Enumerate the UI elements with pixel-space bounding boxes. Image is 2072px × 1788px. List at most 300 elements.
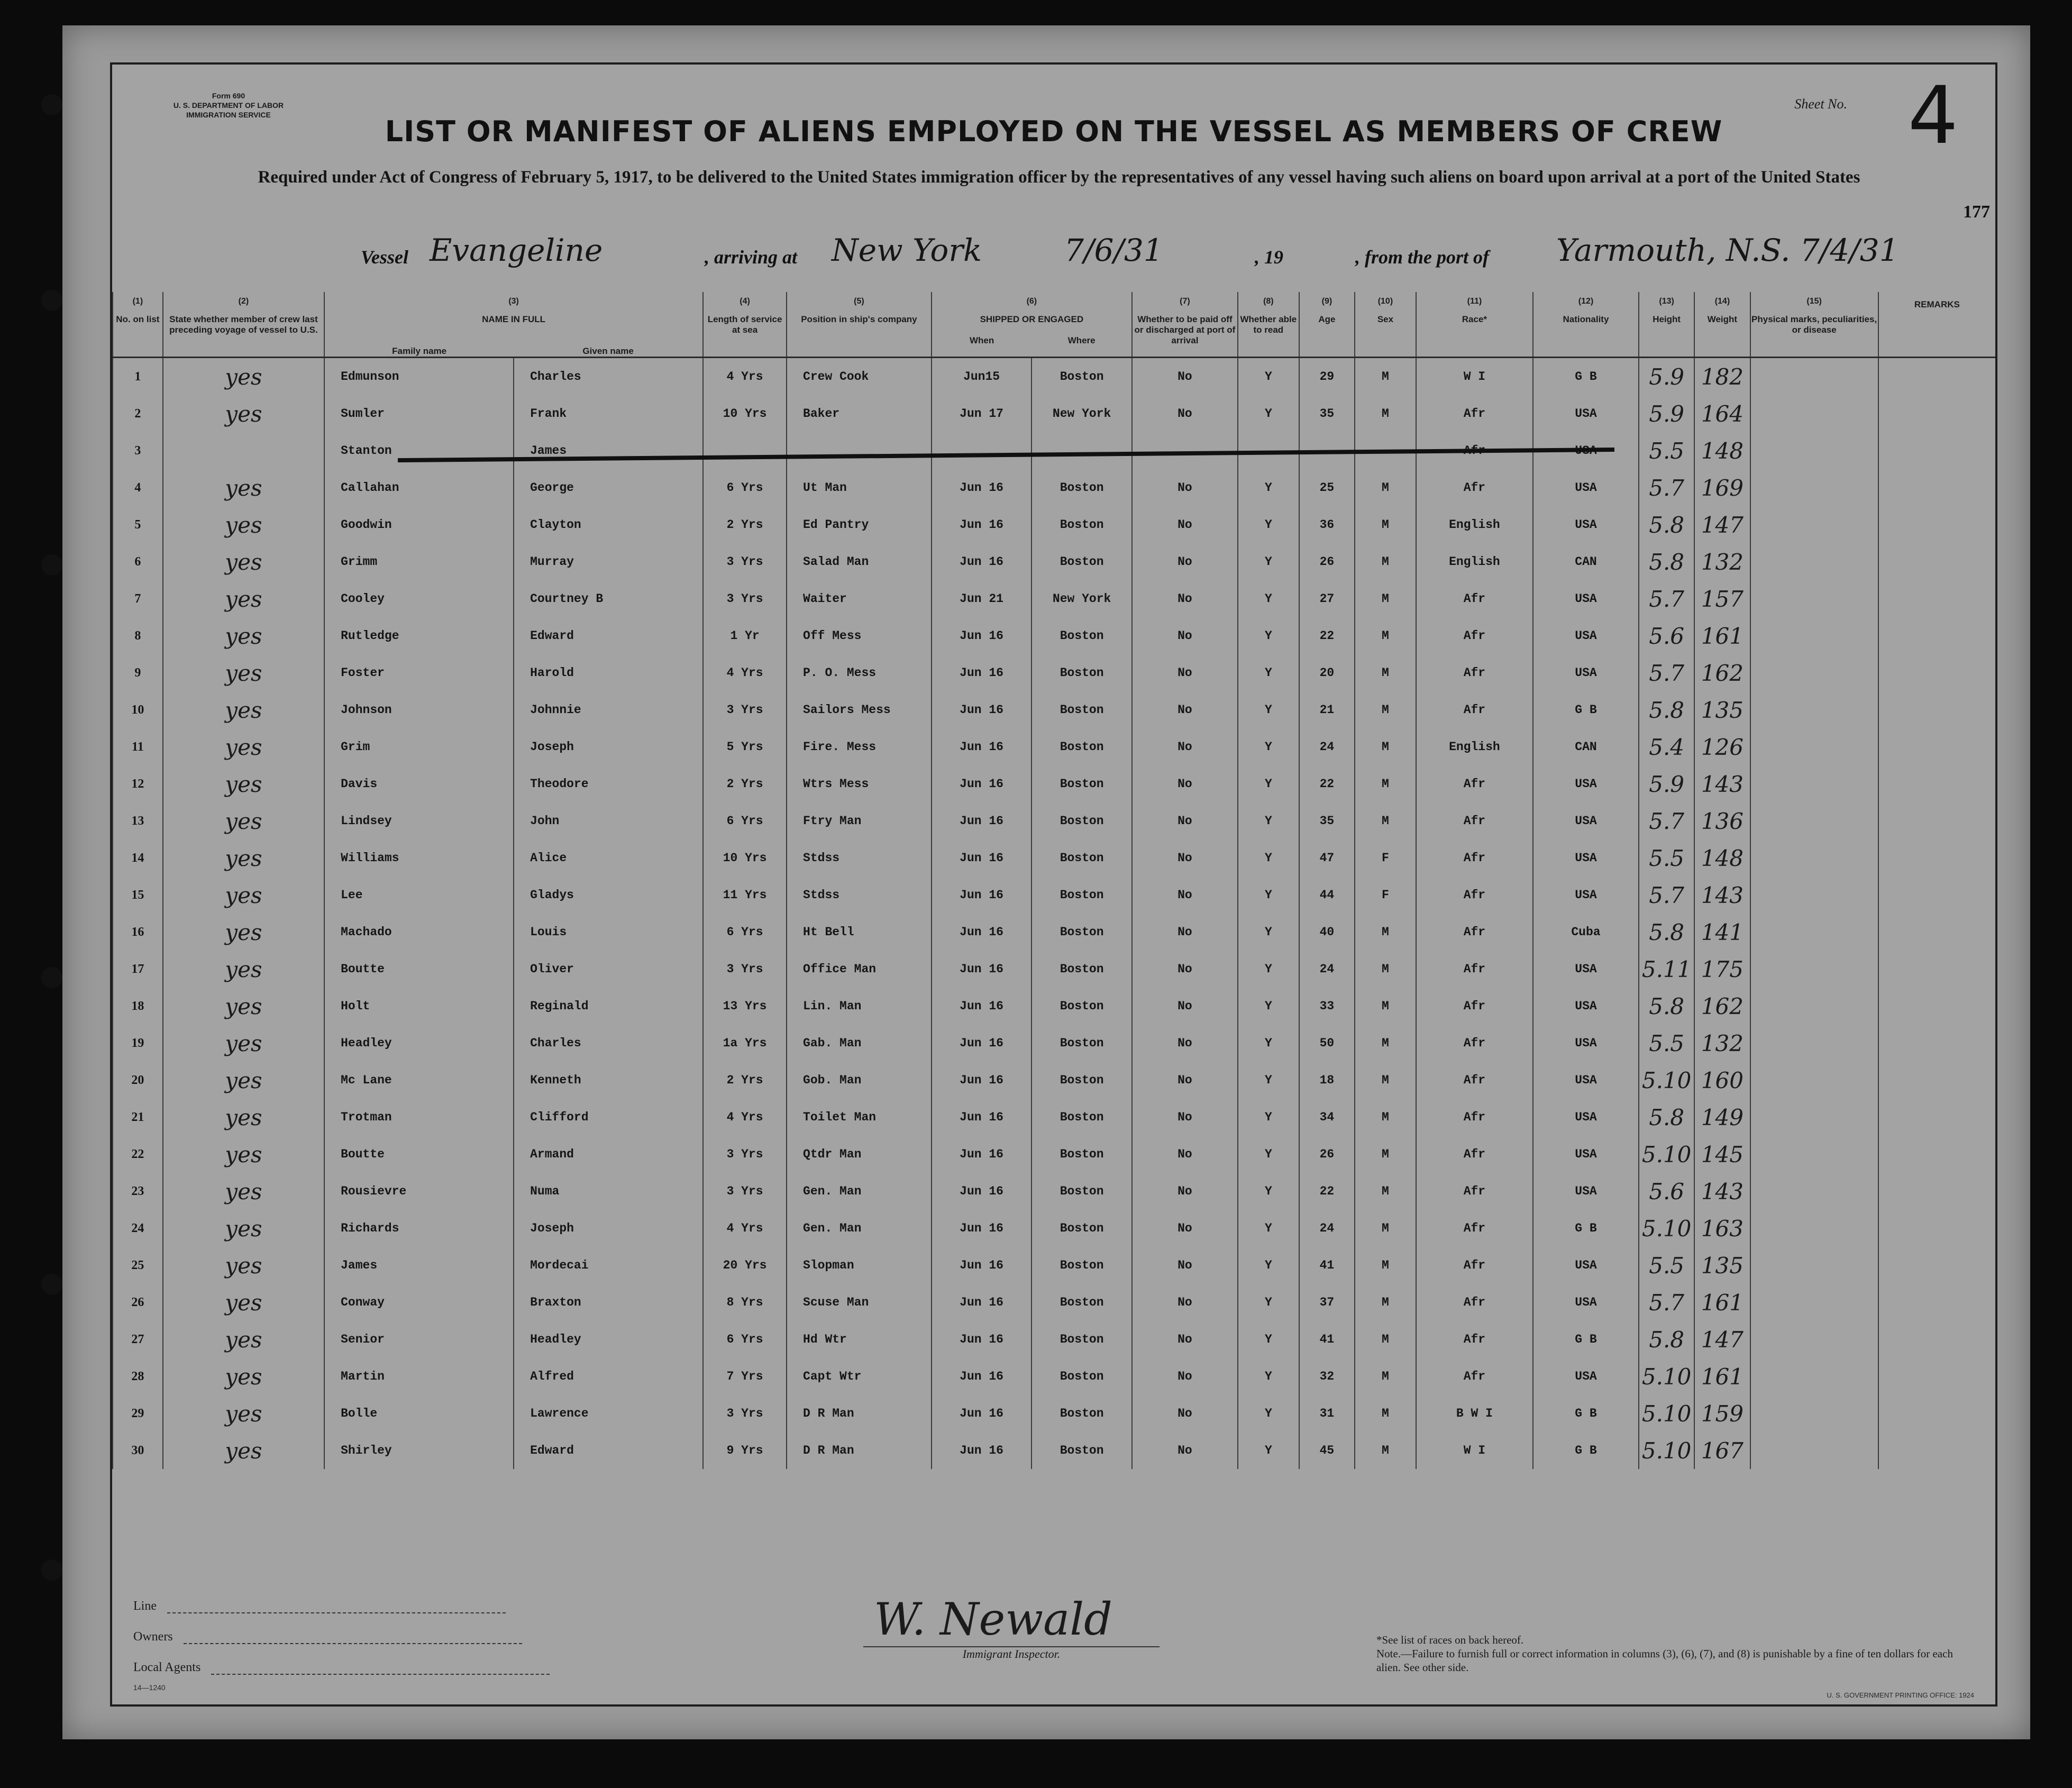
position-cell: Off Mess — [787, 617, 932, 654]
service-length-cell: 20 Yrs — [703, 1247, 787, 1284]
year-label: , 19 — [1255, 247, 1283, 268]
sex-cell: M — [1355, 469, 1416, 506]
remarks-cell — [1878, 1247, 1995, 1284]
shipped-when-cell: Jun 16 — [932, 988, 1032, 1025]
service-length-cell: 3 Yrs — [703, 580, 787, 617]
nationality-cell: USA — [1533, 654, 1639, 691]
height-cell: 5.5 — [1639, 1247, 1694, 1284]
height-cell: 5.4 — [1639, 728, 1694, 765]
weight-cell: 167 — [1694, 1432, 1750, 1469]
physical-marks-cell — [1750, 395, 1878, 432]
weight-cell: 147 — [1694, 1321, 1750, 1358]
paid-off-cell: No — [1132, 654, 1238, 691]
remarks-cell — [1878, 543, 1995, 580]
race-cell: W I — [1416, 358, 1533, 396]
shipped-when-cell: Jun 16 — [932, 543, 1032, 580]
sex-cell: M — [1355, 1025, 1416, 1062]
paid-off-cell: No — [1132, 1210, 1238, 1247]
nationality-cell: G B — [1533, 1395, 1639, 1432]
physical-marks-cell — [1750, 1321, 1878, 1358]
weight-cell: 147 — [1694, 506, 1750, 543]
shipped-when-cell: Jun 16 — [932, 1432, 1032, 1469]
service-length-cell — [703, 432, 787, 469]
family-name-cell: Lee — [324, 877, 514, 914]
height-cell: 5.11 — [1639, 951, 1694, 988]
race-cell: Afr — [1416, 988, 1533, 1025]
race-cell: English — [1416, 543, 1533, 580]
prev-voyage-cell: yes — [163, 691, 324, 728]
given-name-cell: Courtney B — [514, 580, 703, 617]
paid-off-cell: No — [1132, 506, 1238, 543]
height-cell: 5.9 — [1639, 358, 1694, 396]
race-cell: Afr — [1416, 1062, 1533, 1099]
race-cell: Afr — [1416, 1025, 1533, 1062]
col-header: (10) Sex — [1355, 292, 1416, 358]
position-cell: Gen. Man — [787, 1173, 932, 1210]
family-name-cell: Boutte — [324, 951, 514, 988]
given-name-cell: Lawrence — [514, 1395, 703, 1432]
given-name-cell: Edward — [514, 1432, 703, 1469]
remarks-cell — [1878, 1099, 1995, 1136]
height-cell: 5.5 — [1639, 432, 1694, 469]
physical-marks-cell — [1750, 543, 1878, 580]
shipped-when-cell: Jun 16 — [932, 951, 1032, 988]
shipped-where-cell: Boston — [1032, 543, 1132, 580]
table-row — [113, 358, 1995, 396]
paid-off-cell: No — [1132, 1025, 1238, 1062]
given-name-cell: Alice — [514, 840, 703, 877]
table-row — [113, 1247, 1995, 1284]
height-cell: 5.8 — [1639, 543, 1694, 580]
position-cell: Waiter — [787, 580, 932, 617]
height-cell: 5.7 — [1639, 877, 1694, 914]
position-cell: P. O. Mess — [787, 654, 932, 691]
col-header: (12) Nationality — [1533, 292, 1639, 358]
owners-field — [184, 1643, 522, 1644]
given-name-cell: Oliver — [514, 951, 703, 988]
weight-cell: 143 — [1694, 1173, 1750, 1210]
remarks-cell — [1878, 914, 1995, 951]
race-cell: Afr — [1416, 1358, 1533, 1395]
prev-voyage-cell: yes — [163, 1173, 324, 1210]
height-cell: 5.8 — [1639, 1099, 1694, 1136]
height-cell: 5.6 — [1639, 1173, 1694, 1210]
nationality-cell: USA — [1533, 1099, 1639, 1136]
shipped-when-cell: Jun 16 — [932, 1395, 1032, 1432]
binder-hole — [41, 1559, 62, 1581]
family-name-cell: Boutte — [324, 1136, 514, 1173]
paid-off-cell: No — [1132, 1062, 1238, 1099]
race-cell: Afr — [1416, 691, 1533, 728]
able-to-read-cell: Y — [1238, 543, 1299, 580]
age-cell: 50 — [1299, 1025, 1355, 1062]
physical-marks-cell — [1750, 765, 1878, 802]
physical-marks-cell — [1750, 840, 1878, 877]
weight-cell: 145 — [1694, 1136, 1750, 1173]
table-row — [113, 1025, 1995, 1062]
race-cell: Afr — [1416, 802, 1533, 840]
family-name-cell: Williams — [324, 840, 514, 877]
height-cell: 5.8 — [1639, 1321, 1694, 1358]
shipped-when-cell: Jun 16 — [932, 654, 1032, 691]
col-header: (9) Age — [1299, 292, 1355, 358]
nationality-cell: G B — [1533, 691, 1639, 728]
shipped-where-cell: Boston — [1032, 654, 1132, 691]
able-to-read-cell: Y — [1238, 765, 1299, 802]
table-row — [113, 802, 1995, 840]
position-cell: Baker — [787, 395, 932, 432]
given-name-cell: Edward — [514, 617, 703, 654]
family-name-cell: Richards — [324, 1210, 514, 1247]
binder-hole — [41, 967, 62, 988]
agents-field — [211, 1674, 550, 1675]
family-name-cell: Mc Lane — [324, 1062, 514, 1099]
races-note: *See list of races on back hereof. — [1376, 1634, 1524, 1646]
col-header: (6) SHIPPED OR ENGAGED When Where — [932, 292, 1132, 358]
family-name-cell: Machado — [324, 914, 514, 951]
height-cell: 5.7 — [1639, 580, 1694, 617]
form-code: 14—1240 — [133, 1683, 166, 1692]
paid-off-cell: No — [1132, 1247, 1238, 1284]
family-name-cell: Lindsey — [324, 802, 514, 840]
weight-cell: 141 — [1694, 914, 1750, 951]
height-cell: 5.7 — [1639, 1284, 1694, 1321]
col-header: (3) NAME IN FULL Family name Given name — [324, 292, 703, 358]
age-cell: 31 — [1299, 1395, 1355, 1432]
shipped-when-cell: Jun 16 — [932, 1210, 1032, 1247]
remarks-cell — [1878, 1173, 1995, 1210]
shipped-when-cell: Jun 16 — [932, 691, 1032, 728]
nationality-cell: USA — [1533, 765, 1639, 802]
weight-cell: 160 — [1694, 1062, 1750, 1099]
col-header: (2) State whether member of crew last preceding voyage of vessel to U.S. — [163, 292, 324, 358]
position-cell: Hd Wtr — [787, 1321, 932, 1358]
table-row — [113, 1136, 1995, 1173]
given-name-cell: Headley — [514, 1321, 703, 1358]
shipped-where-cell: Boston — [1032, 1395, 1132, 1432]
service-length-cell: 3 Yrs — [703, 691, 787, 728]
position-cell: D R Man — [787, 1432, 932, 1469]
shipped-where-cell: Boston — [1032, 358, 1132, 396]
able-to-read-cell: Y — [1238, 1358, 1299, 1395]
age-cell: 47 — [1299, 840, 1355, 877]
service-length-cell: 6 Yrs — [703, 469, 787, 506]
prev-voyage-cell: yes — [163, 1025, 324, 1062]
family-name-cell: Shirley — [324, 1432, 514, 1469]
weight-cell: 157 — [1694, 580, 1750, 617]
position-cell: Fire. Mess — [787, 728, 932, 765]
shipped-when-cell: Jun 16 — [932, 877, 1032, 914]
row-number-cell: 18 — [113, 988, 163, 1025]
shipped-when-cell: Jun 16 — [932, 1358, 1032, 1395]
remarks-cell — [1878, 1025, 1995, 1062]
weight-cell: 161 — [1694, 1284, 1750, 1321]
paid-off-cell: No — [1132, 914, 1238, 951]
position-cell: Toilet Man — [787, 1099, 932, 1136]
given-name-cell: Kenneth — [514, 1062, 703, 1099]
table-row — [113, 1321, 1995, 1358]
able-to-read-cell: Y — [1238, 469, 1299, 506]
service-length-cell: 8 Yrs — [703, 1284, 787, 1321]
table-row — [113, 506, 1995, 543]
physical-marks-cell — [1750, 951, 1878, 988]
shipped-when-cell: Jun 21 — [932, 580, 1032, 617]
height-cell: 5.10 — [1639, 1358, 1694, 1395]
nationality-cell: USA — [1533, 1247, 1639, 1284]
position-cell: Stdss — [787, 877, 932, 914]
prev-voyage-cell: yes — [163, 1247, 324, 1284]
paid-off-cell: No — [1132, 395, 1238, 432]
table-row — [113, 1173, 1995, 1210]
age-cell: 40 — [1299, 914, 1355, 951]
vessel-name: Evangeline — [430, 232, 603, 268]
binder-hole — [41, 290, 62, 311]
col-header: (11) Race* — [1416, 292, 1533, 358]
family-name-cell: Stanton — [324, 432, 514, 469]
family-name-cell: Sumler — [324, 395, 514, 432]
service-length-cell: 4 Yrs — [703, 1210, 787, 1247]
age-cell: 24 — [1299, 951, 1355, 988]
height-cell: 5.9 — [1639, 395, 1694, 432]
remarks-cell — [1878, 988, 1995, 1025]
shipped-where-cell: Boston — [1032, 802, 1132, 840]
age-cell: 45 — [1299, 1432, 1355, 1469]
physical-marks-cell — [1750, 728, 1878, 765]
able-to-read-cell: Y — [1238, 1210, 1299, 1247]
given-name-cell: Numa — [514, 1173, 703, 1210]
able-to-read-cell: Y — [1238, 580, 1299, 617]
position-cell — [787, 432, 932, 469]
physical-marks-cell — [1750, 914, 1878, 951]
age-cell: 35 — [1299, 802, 1355, 840]
nationality-cell: USA — [1533, 840, 1639, 877]
given-name-cell: Reginald — [514, 988, 703, 1025]
position-cell: Slopman — [787, 1247, 932, 1284]
family-name-cell: Martin — [324, 1358, 514, 1395]
prev-voyage-cell: yes — [163, 543, 324, 580]
height-cell: 5.5 — [1639, 1025, 1694, 1062]
shipped-where-cell: Boston — [1032, 914, 1132, 951]
sex-cell: M — [1355, 914, 1416, 951]
agents-label: Local Agents — [133, 1661, 201, 1674]
page-subtitle: Required under Act of Congress of February 5, 1917, to be delivered to the United States immigration officer by the representatives of any vessel having such aliens on board upon arrival at a port of the United States — [258, 168, 1860, 187]
shipped-when-cell: Jun 16 — [932, 802, 1032, 840]
nationality-cell: CAN — [1533, 543, 1639, 580]
shipped-where-cell: Boston — [1032, 988, 1132, 1025]
shipped-where-cell: Boston — [1032, 1432, 1132, 1469]
family-name-cell: Callahan — [324, 469, 514, 506]
weight-cell: 175 — [1694, 951, 1750, 988]
height-cell: 5.7 — [1639, 469, 1694, 506]
age-cell: 18 — [1299, 1062, 1355, 1099]
row-number-cell: 13 — [113, 802, 163, 840]
physical-marks-cell — [1750, 691, 1878, 728]
able-to-read-cell: Y — [1238, 1395, 1299, 1432]
position-cell: Stdss — [787, 840, 932, 877]
race-cell: Afr — [1416, 840, 1533, 877]
service-length-cell: 2 Yrs — [703, 1062, 787, 1099]
remarks-cell — [1878, 580, 1995, 617]
shipped-where-cell: Boston — [1032, 1358, 1132, 1395]
paid-off-cell: No — [1132, 358, 1238, 396]
weight-cell: 162 — [1694, 988, 1750, 1025]
paid-off-cell: No — [1132, 840, 1238, 877]
age-cell: 22 — [1299, 765, 1355, 802]
race-cell: English — [1416, 728, 1533, 765]
sex-cell: F — [1355, 877, 1416, 914]
age-cell: 21 — [1299, 691, 1355, 728]
service-length-cell: 10 Yrs — [703, 395, 787, 432]
service-length-cell: 1 Yr — [703, 617, 787, 654]
able-to-read-cell: Y — [1238, 1099, 1299, 1136]
nationality-cell: USA — [1533, 617, 1639, 654]
table-row — [113, 765, 1995, 802]
row-number-cell: 4 — [113, 469, 163, 506]
family-name-cell: Davis — [324, 765, 514, 802]
vessel-label: Vessel — [361, 247, 408, 268]
shipped-when-cell: Jun 16 — [932, 469, 1032, 506]
given-name-cell: Clifford — [514, 1099, 703, 1136]
age-cell: 35 — [1299, 395, 1355, 432]
service-length-cell: 1a Yrs — [703, 1025, 787, 1062]
row-number-cell: 20 — [113, 1062, 163, 1099]
nationality-cell: USA — [1533, 877, 1639, 914]
given-name-cell: Gladys — [514, 877, 703, 914]
service-length-cell: 13 Yrs — [703, 988, 787, 1025]
height-cell: 5.10 — [1639, 1432, 1694, 1469]
prev-voyage-cell: yes — [163, 1210, 324, 1247]
position-cell: Qtdr Man — [787, 1136, 932, 1173]
table-row — [113, 988, 1995, 1025]
nationality-cell: USA — [1533, 802, 1639, 840]
page-title: LIST OR MANIFEST OF ALIENS EMPLOYED ON THE VESSEL AS MEMBERS OF CREW — [385, 115, 1723, 148]
able-to-read-cell: Y — [1238, 506, 1299, 543]
race-cell: Afr — [1416, 1321, 1533, 1358]
given-name-cell: Harold — [514, 654, 703, 691]
col-header: (7) Whether to be paid off or discharged at port of arrival — [1132, 292, 1238, 358]
nationality-cell: USA — [1533, 469, 1639, 506]
prev-voyage-cell: yes — [163, 1099, 324, 1136]
remarks-cell — [1878, 1136, 1995, 1173]
remarks-cell — [1878, 506, 1995, 543]
shipped-where-cell: New York — [1032, 580, 1132, 617]
position-cell: Ut Man — [787, 469, 932, 506]
shipped-where-cell: Boston — [1032, 728, 1132, 765]
row-number-cell: 9 — [113, 654, 163, 691]
able-to-read-cell: Y — [1238, 914, 1299, 951]
family-name-cell: Grim — [324, 728, 514, 765]
race-cell: English — [1416, 506, 1533, 543]
age-cell: 22 — [1299, 617, 1355, 654]
weight-cell: 169 — [1694, 469, 1750, 506]
age-cell: 24 — [1299, 728, 1355, 765]
shipped-where-cell: Boston — [1032, 469, 1132, 506]
service-length-cell: 4 Yrs — [703, 358, 787, 396]
race-cell: Afr — [1416, 654, 1533, 691]
weight-cell: 149 — [1694, 1099, 1750, 1136]
physical-marks-cell — [1750, 1247, 1878, 1284]
weight-cell: 159 — [1694, 1395, 1750, 1432]
given-name-cell: Louis — [514, 914, 703, 951]
paid-off-cell: No — [1132, 617, 1238, 654]
weight-cell: 143 — [1694, 877, 1750, 914]
row-number-cell: 11 — [113, 728, 163, 765]
physical-marks-cell — [1750, 432, 1878, 469]
row-number-cell: 2 — [113, 395, 163, 432]
shipped-where-cell: Boston — [1032, 691, 1132, 728]
prev-voyage-cell: yes — [163, 358, 324, 396]
inspector-label: Immigrant Inspector. — [863, 1646, 1160, 1661]
shipped-when-cell: Jun 16 — [932, 1321, 1032, 1358]
family-name-cell: Holt — [324, 988, 514, 1025]
row-number-cell: 17 — [113, 951, 163, 988]
paid-off-cell: No — [1132, 543, 1238, 580]
weight-cell: 135 — [1694, 1247, 1750, 1284]
prev-voyage-cell: yes — [163, 654, 324, 691]
paid-off-cell: No — [1132, 1099, 1238, 1136]
row-number-cell: 21 — [113, 1099, 163, 1136]
able-to-read-cell: Y — [1238, 951, 1299, 988]
position-cell: Ed Pantry — [787, 506, 932, 543]
remarks-cell — [1878, 1395, 1995, 1432]
row-number-cell: 23 — [113, 1173, 163, 1210]
line-label: Line — [133, 1599, 157, 1613]
given-name-cell: Armand — [514, 1136, 703, 1173]
paid-off-cell: No — [1132, 1136, 1238, 1173]
manifest-form — [110, 62, 1997, 1707]
row-number-cell: 3 — [113, 432, 163, 469]
sex-cell: M — [1355, 506, 1416, 543]
shipped-where-cell: Boston — [1032, 877, 1132, 914]
position-cell: Salad Man — [787, 543, 932, 580]
sex-cell: M — [1355, 1432, 1416, 1469]
remarks-cell — [1878, 1432, 1995, 1469]
height-cell: 5.8 — [1639, 988, 1694, 1025]
prev-voyage-cell: yes — [163, 914, 324, 951]
position-cell: Sailors Mess — [787, 691, 932, 728]
position-cell: Gen. Man — [787, 1210, 932, 1247]
shipped-when-cell: Jun 16 — [932, 728, 1032, 765]
weight-cell: 162 — [1694, 654, 1750, 691]
position-cell: Capt Wtr — [787, 1358, 932, 1395]
given-name-cell: Alfred — [514, 1358, 703, 1395]
sheet-number: 4 — [1907, 70, 1958, 162]
paid-off-cell: No — [1132, 1358, 1238, 1395]
family-name-cell: Headley — [324, 1025, 514, 1062]
paid-off-cell: No — [1132, 877, 1238, 914]
nationality-cell: USA — [1533, 951, 1639, 988]
physical-marks-cell — [1750, 1284, 1878, 1321]
height-cell: 5.8 — [1639, 691, 1694, 728]
race-cell: Afr — [1416, 395, 1533, 432]
table-row — [113, 840, 1995, 877]
prev-voyage-cell: yes — [163, 1136, 324, 1173]
sex-cell: M — [1355, 358, 1416, 396]
shipped-when-cell: Jun 16 — [932, 914, 1032, 951]
age-cell: 44 — [1299, 877, 1355, 914]
prev-voyage-cell: yes — [163, 506, 324, 543]
age-cell: 36 — [1299, 506, 1355, 543]
shipped-when-cell: Jun 16 — [932, 840, 1032, 877]
family-name-cell: Senior — [324, 1321, 514, 1358]
sex-cell: M — [1355, 1395, 1416, 1432]
age-cell: 29 — [1299, 358, 1355, 396]
age-cell: 41 — [1299, 1247, 1355, 1284]
remarks-cell — [1878, 840, 1995, 877]
table-row — [113, 1432, 1995, 1469]
given-name-cell: Joseph — [514, 1210, 703, 1247]
able-to-read-cell: Y — [1238, 840, 1299, 877]
